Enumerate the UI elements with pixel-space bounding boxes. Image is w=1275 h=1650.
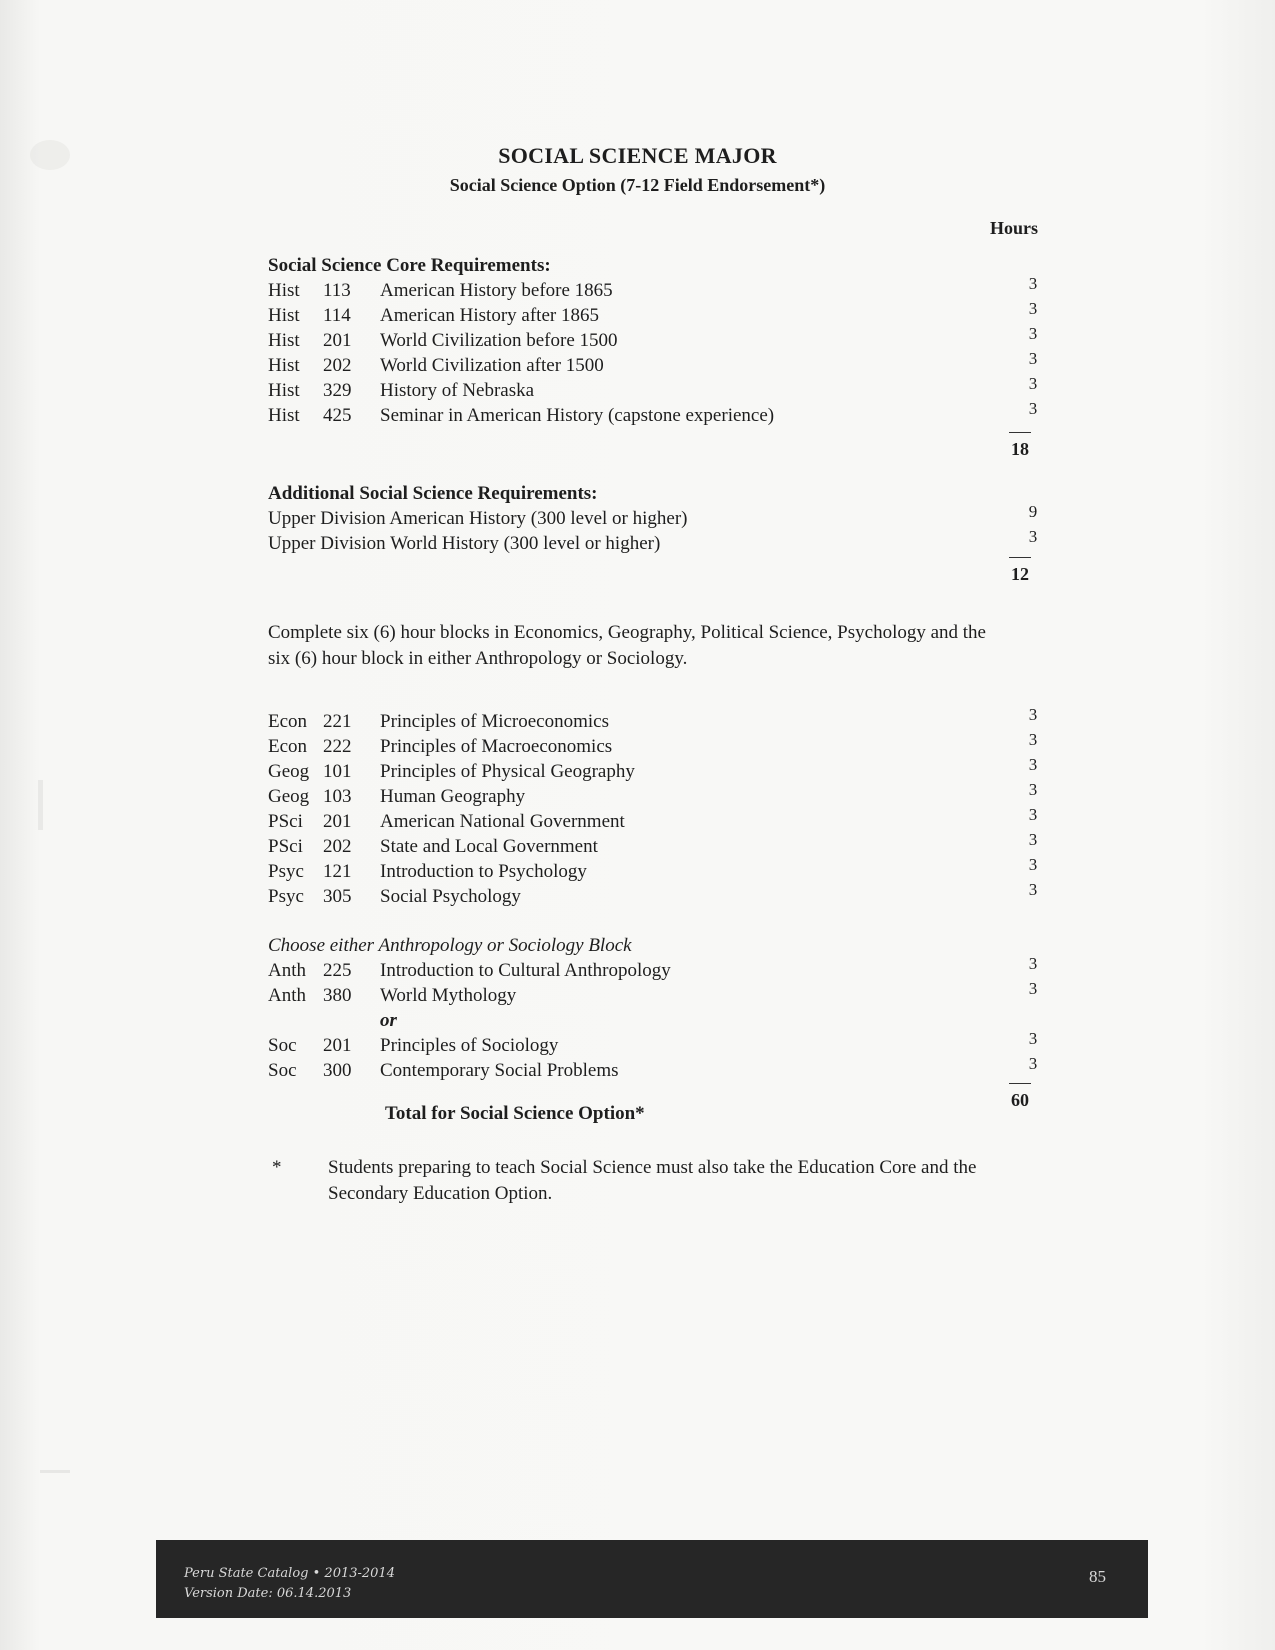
course-title: Social Psychology (380, 886, 521, 907)
footer-version-date: Version Date: 06.14.2013 (184, 1586, 352, 1601)
course-dept: Hist (268, 280, 300, 301)
course-hours: 3 (1028, 1029, 1038, 1048)
sum-rule (1009, 432, 1031, 433)
course-row (268, 830, 1048, 859)
course-dept: Econ (268, 711, 308, 732)
core-requirements-section (268, 253, 1048, 428)
course-title: Seminar in American History (capstone experience) (380, 405, 775, 426)
course-title: World Civilization before 1500 (380, 330, 618, 351)
course-title: History of Nebraska (380, 380, 535, 401)
course-dept: Econ (268, 736, 308, 757)
course-title: Introduction to Cultural Anthropology (380, 960, 671, 981)
total-hours (1000, 1083, 1040, 1111)
requirement-hours: 9 (1028, 502, 1038, 521)
course-hours: 3 (1028, 805, 1038, 824)
course-number: 300 (323, 1060, 352, 1081)
course-title: Principles of Physical Geography (380, 761, 635, 782)
course-row (268, 805, 1048, 834)
requirement-row (268, 502, 1048, 531)
course-row (268, 349, 1048, 378)
section-heading: Social Science Core Requirements: (268, 255, 551, 276)
course-number: 103 (323, 786, 352, 807)
course-row (268, 954, 1048, 983)
course-hours: 3 (1028, 399, 1038, 418)
course-hours: 3 (1028, 274, 1038, 293)
course-dept: Psyc (268, 886, 304, 907)
course-number: 114 (323, 305, 351, 326)
course-row (268, 780, 1048, 809)
course-number: 113 (323, 280, 351, 301)
course-hours: 3 (1028, 299, 1038, 318)
page-title: SOCIAL SCIENCE MAJOR (498, 143, 777, 168)
course-title: Contemporary Social Problems (380, 1060, 619, 1081)
course-dept: Hist (268, 405, 300, 426)
footnote-text: Students preparing to teach Social Science must also take the Education Core and the Secondary Education Option. (328, 1157, 977, 1204)
course-hours: 3 (1028, 730, 1038, 749)
course-dept: Geog (268, 786, 310, 807)
course-dept: Anth (268, 985, 306, 1006)
course-number: 202 (323, 836, 352, 857)
course-dept: Soc (268, 1060, 297, 1081)
course-number: 329 (323, 380, 352, 401)
requirement-title: Upper Division American History (300 level or higher) (268, 508, 688, 529)
course-title: Principles of Macroeconomics (380, 736, 613, 757)
course-dept: Hist (268, 355, 300, 376)
course-dept: PSci (268, 836, 303, 857)
course-hours: 3 (1028, 880, 1038, 899)
sum-rule (1009, 557, 1031, 558)
core-subtotal-value: 18 (1011, 439, 1029, 459)
course-hours: 3 (1028, 374, 1038, 393)
course-row (268, 1029, 1048, 1058)
additional-subtotal-value: 12 (1011, 564, 1029, 584)
course-dept: PSci (268, 811, 303, 832)
footer-catalog-name: Peru State Catalog • 2013-2014 (184, 1566, 395, 1581)
or-label: or (380, 1010, 397, 1031)
course-title: American History after 1865 (380, 305, 599, 326)
scan-mark (40, 1470, 70, 1473)
course-number: 225 (323, 960, 352, 981)
hours-column-heading: Hours (990, 218, 1039, 238)
block-instruction: Complete six (6) hour blocks in Economics, Geography, Political Science, Psychology and the six (6) hour block in either Anthropology or Sociology. (268, 622, 986, 669)
course-number: 305 (323, 886, 352, 907)
page-number: 85 (1089, 1567, 1106, 1586)
core-subtotal (1000, 432, 1040, 460)
course-dept: Hist (268, 330, 300, 351)
course-row (268, 399, 1048, 428)
course-dept: Anth (268, 960, 306, 981)
course-row (268, 730, 1048, 759)
total-value: 60 (1011, 1090, 1029, 1110)
course-hours: 3 (1028, 705, 1038, 724)
additional-subtotal (1000, 557, 1040, 585)
course-row (268, 979, 1048, 1008)
course-number: 201 (323, 811, 352, 832)
course-row (268, 374, 1048, 403)
requirement-title: Upper Division World History (300 level or higher) (268, 533, 661, 554)
course-title: American National Government (380, 811, 625, 832)
course-hours: 3 (1028, 349, 1038, 368)
choice-block-section (268, 933, 1048, 1083)
page-footer (156, 1540, 1148, 1618)
course-row (268, 274, 1048, 303)
total-label: Total for Social Science Option* (385, 1103, 645, 1124)
course-dept: Hist (268, 305, 300, 326)
course-dept: Psyc (268, 861, 304, 882)
course-hours: 3 (1028, 954, 1038, 973)
course-title: Principles of Sociology (380, 1035, 559, 1056)
course-title: Human Geography (380, 786, 526, 807)
course-number: 425 (323, 405, 352, 426)
course-hours: 3 (1028, 780, 1038, 799)
course-title: World Mythology (380, 985, 517, 1006)
course-row (268, 705, 1048, 734)
requirement-row (268, 527, 1048, 556)
footnote-mark: * (272, 1157, 282, 1178)
or-separator (268, 1008, 1048, 1033)
course-number: 101 (323, 761, 352, 782)
additional-requirements-section (268, 481, 1048, 556)
course-number: 221 (323, 711, 352, 732)
requirement-hours: 3 (1028, 527, 1038, 546)
course-title: American History before 1865 (380, 280, 613, 301)
choice-heading: Choose either Anthropology or Sociology Block (268, 935, 632, 956)
footer-catalog-info (184, 1564, 395, 1604)
course-row (268, 880, 1048, 909)
course-hours: 3 (1028, 755, 1038, 774)
course-row (268, 755, 1048, 784)
course-row (268, 855, 1048, 884)
page-subtitle: Social Science Option (7-12 Field Endorsement*) (449, 175, 826, 195)
course-title: Principles of Microeconomics (380, 711, 610, 732)
course-number: 201 (323, 330, 352, 351)
course-hours: 3 (1028, 830, 1038, 849)
course-number: 201 (323, 1035, 352, 1056)
course-number: 121 (323, 861, 352, 882)
course-dept: Geog (268, 761, 310, 782)
sum-rule (1009, 1083, 1031, 1084)
scan-mark (38, 780, 43, 830)
course-title: World Civilization after 1500 (380, 355, 604, 376)
course-number: 222 (323, 736, 352, 757)
course-hours: 3 (1028, 979, 1038, 998)
course-hours: 3 (1028, 855, 1038, 874)
course-hours: 3 (1028, 1054, 1038, 1073)
course-dept: Soc (268, 1035, 297, 1056)
course-row (268, 299, 1048, 328)
section-heading: Additional Social Science Requirements: (268, 483, 598, 504)
block-courses-section (268, 705, 1048, 909)
course-number: 202 (323, 355, 352, 376)
course-row (268, 1054, 1048, 1083)
course-number: 380 (323, 985, 352, 1006)
course-dept: Hist (268, 380, 300, 401)
course-title: Introduction to Psychology (380, 861, 587, 882)
course-title: State and Local Government (380, 836, 598, 857)
course-hours: 3 (1028, 324, 1038, 343)
course-row (268, 324, 1048, 353)
